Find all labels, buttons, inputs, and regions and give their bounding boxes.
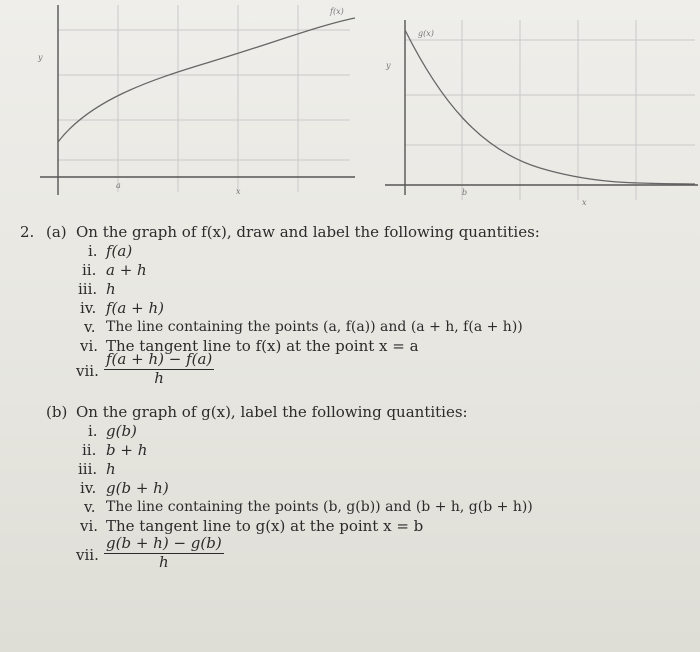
part-b-prompt: On the graph of g(x), label the following quantities: — [76, 403, 468, 421]
part-a-difference-quotient — [104, 351, 214, 387]
part-a-item-i-num: i. — [88, 242, 98, 260]
f-curve-label: f(x) — [330, 7, 344, 16]
part-b-item-iv-num: iv. — [80, 479, 97, 497]
part-a-item-i-text: f(a) — [106, 242, 133, 260]
part-a-item-v-num: v. — [84, 318, 96, 336]
part-a-item-ii-text: a + h — [106, 261, 147, 279]
part-b-item-iv-text: g(b + h) — [106, 479, 169, 497]
right-tick-x: x — [582, 198, 587, 207]
part-b-item-i-text: g(b) — [106, 422, 137, 440]
part-a-item-ii-num: ii. — [82, 261, 97, 279]
part-b-label: (b) — [46, 403, 68, 421]
part-b-item-v-text: The line containing the points (b, g(b)) and (b + h, g(b + h)) — [106, 499, 533, 515]
right-y-label: y — [386, 61, 391, 70]
part-a-label: (a) — [46, 223, 67, 241]
part-b-item-vi-num: vi. — [80, 517, 99, 535]
graphs-area — [0, 0, 700, 215]
part-b-item-vi-text: The tangent line to g(x) at the point x = b — [106, 517, 424, 535]
part-a-item-vi-num: vi. — [80, 337, 99, 355]
right-graph-grid — [405, 20, 695, 200]
part-b-difference-quotient — [104, 535, 224, 571]
left-tick-x: x — [236, 187, 241, 196]
problem-number: 2. — [20, 223, 35, 241]
part-b-fraction-denominator: h — [159, 553, 169, 571]
g-curve-label: g(x) — [418, 29, 434, 38]
part-b-fraction-numerator: g(b + h) − g(b) — [106, 534, 222, 552]
part-b-item-ii-num: ii. — [82, 441, 97, 459]
left-graph-axes — [40, 5, 355, 195]
part-a-item-vi-text: The tangent line to f(x) at the point x = a — [106, 337, 419, 355]
part-a-item-iv-num: iv. — [80, 299, 97, 317]
part-b-item-i-num: i. — [88, 422, 98, 440]
part-b-item-ii-text: b + h — [106, 441, 148, 459]
part-a-prompt: On the graph of f(x), draw and label the following quantities: — [76, 223, 540, 241]
part-a-item-iii-num: iii. — [78, 280, 98, 298]
g-curve — [405, 30, 695, 184]
left-graph-grid — [58, 5, 350, 192]
part-a-item-vii-num: vii. — [76, 362, 99, 380]
part-b-item-v-num: v. — [84, 498, 96, 516]
part-a-fraction-numerator: f(a + h) − f(a) — [106, 350, 213, 368]
left-tick-a: a — [116, 181, 121, 190]
part-a-item-iv-text: f(a + h) — [106, 299, 164, 317]
right-tick-b: b — [462, 188, 468, 197]
f-curve — [58, 18, 355, 142]
part-b-item-iii-text: h — [106, 460, 116, 478]
left-y-label: y — [38, 53, 43, 62]
part-a-item-v-text: The line containing the points (a, f(a)) and (a + h, f(a + h)) — [106, 319, 523, 335]
part-b-item-iii-num: iii. — [78, 460, 98, 478]
part-b-item-vii-num: vii. — [76, 546, 99, 564]
part-a-fraction-denominator: h — [154, 369, 164, 387]
part-a-item-iii-text: h — [106, 280, 116, 298]
